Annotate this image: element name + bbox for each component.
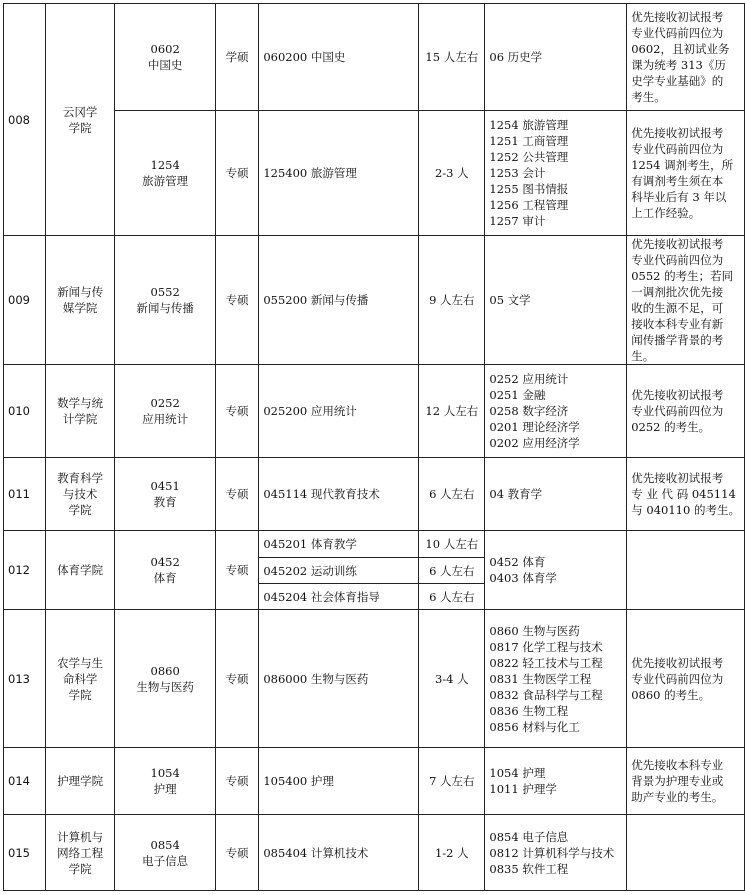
quota: 12 人左右 (419, 365, 485, 458)
table-row (4, 815, 745, 891)
major-code: 0552 (150, 285, 180, 299)
college-number: 013 (4, 610, 46, 748)
major-cell (115, 236, 215, 365)
table-row (4, 748, 745, 815)
college-number: 012 (4, 531, 46, 610)
quota: 15 人左右 (419, 4, 485, 111)
major-cell (115, 4, 215, 111)
remarks (627, 531, 745, 610)
major-code: 0451 (150, 479, 180, 493)
major-name: 应用统计 (142, 412, 189, 426)
college-name: 护理学院 (45, 748, 115, 815)
accepted-majors: 06 历史学 (485, 4, 627, 111)
research-direction: 045202 运动训练 (259, 558, 419, 584)
college-name: 教育科学 与技术 学院 (45, 458, 115, 531)
accepted-majors: 0452 体育 0403 体育学 (485, 531, 627, 610)
quota: 6 人左右 (419, 584, 485, 610)
degree-type: 专硕 (215, 111, 259, 236)
major-name: 旅游管理 (142, 174, 189, 188)
remarks: 优先接收初试报考 专 业 代 码 045114 与 040110 的考生。 (627, 458, 745, 531)
college-number: 008 (4, 4, 46, 236)
major-name: 电子信息 (142, 853, 189, 868)
remarks: 优先接收初试报考 专业代码前四位为 0860 的考生。 (627, 610, 745, 748)
major-name: 中国史 (147, 58, 183, 72)
table-row (4, 531, 745, 558)
adjustment-table (3, 3, 745, 891)
research-direction: 045204 社会体育指导 (259, 584, 419, 610)
college-name: 农学与生 命科学 学院 (45, 610, 115, 748)
quota: 7 人左右 (419, 748, 485, 815)
college-number: 011 (4, 458, 46, 531)
research-direction: 055200 新闻与传播 (259, 236, 419, 365)
quota: 9 人左右 (419, 236, 485, 365)
major-name: 生物与医药 (136, 679, 194, 694)
major-cell (115, 748, 215, 815)
degree-type: 学硕 (215, 4, 259, 111)
quota: 3-4 人 (419, 610, 485, 748)
major-code: 0860 (150, 663, 180, 678)
major-code: 0854 (150, 837, 180, 852)
major-cell (115, 365, 215, 458)
remarks: 优先接收初试报考 专业代码前四位为 0602，且初试业务 课为统考 313《历 史学专业基础》的 考生。 (627, 4, 745, 111)
major-code: 1254 (150, 158, 180, 172)
major-cell (115, 610, 215, 748)
table-row (4, 610, 745, 748)
accepted-majors: 1054 护理 1011 护理学 (485, 748, 627, 815)
college-name: 数学与统 计学院 (45, 365, 115, 458)
degree-type: 专硕 (215, 236, 259, 365)
accepted-majors: 05 文学 (485, 236, 627, 365)
major-name: 新闻与传播 (136, 301, 194, 315)
degree-type: 专硕 (215, 458, 259, 531)
major-code: 0252 (150, 396, 180, 410)
accepted-majors: 1254 旅游管理 1251 工商管理 1252 公共管理 1253 会计 1255 图书情报 1256 工程管理 1257 审计 (485, 111, 627, 236)
degree-type: 专硕 (215, 365, 259, 458)
major-code: 0602 (150, 42, 180, 56)
major-name: 体育 (153, 571, 177, 585)
quota: 10 人左右 (419, 531, 485, 558)
research-direction: 045201 体育教学 (259, 531, 419, 558)
accepted-majors: 0854 电子信息 0812 计算机科学与技术 0835 软件工程 (485, 815, 627, 891)
research-direction: 086000 生物与医药 (259, 610, 419, 748)
college-name: 云冈学 学院 (45, 4, 115, 236)
table-row (4, 365, 745, 458)
college-name: 计算机与 网络工程 学院 (45, 815, 115, 891)
table-row (4, 4, 745, 111)
college-number: 015 (4, 815, 46, 891)
college-name: 体育学院 (45, 531, 115, 610)
college-number: 010 (4, 365, 46, 458)
major-cell (115, 531, 215, 610)
quota: 6 人左右 (419, 558, 485, 584)
college-name: 新闻与传 媒学院 (45, 236, 115, 365)
degree-type: 专硕 (215, 748, 259, 815)
research-direction: 105400 护理 (259, 748, 419, 815)
quota: 6 人左右 (419, 458, 485, 531)
table-row (4, 458, 745, 531)
degree-type: 专硕 (215, 531, 259, 610)
college-number: 009 (4, 236, 46, 365)
major-code: 1054 (150, 766, 180, 780)
accepted-majors: 0860 生物与医药 0817 化学工程与技术 0822 轻工技术与工程 0831 生物医学工程 0832 食品科学与工程 0836 生物工程 0856 材料与化工 (485, 610, 627, 748)
accepted-majors: 0252 应用统计 0251 金融 0258 数字经济 0201 理论经济学 0202 应用经济学 (485, 365, 627, 458)
table-row (4, 111, 745, 236)
degree-type: 专硕 (215, 610, 259, 748)
remarks: 优先接收初试报考 专业代码前四位为 0252 的考生。 (627, 365, 745, 458)
research-direction: 085404 计算机技术 (259, 815, 419, 891)
accepted-majors: 04 教育学 (485, 458, 627, 531)
remarks: 优先接收初试报考 专业代码前四位为 1254 调剂考生，所 有调剂考生须在本 科毕业后有 3 年以 上工作经验。 (627, 111, 745, 236)
quota: 1-2 人 (419, 815, 485, 891)
major-name: 护理 (153, 782, 177, 796)
major-code: 0452 (150, 555, 180, 569)
college-number: 014 (4, 748, 46, 815)
research-direction: 060200 中国史 (259, 4, 419, 111)
remarks: 优先接收本科专业 背景为护理专业或 助产专业的考生。 (627, 748, 745, 815)
major-cell (115, 111, 215, 236)
major-cell (115, 458, 215, 531)
major-name: 教育 (153, 495, 177, 509)
research-direction: 045114 现代教育技术 (259, 458, 419, 531)
quota: 2-3 人 (419, 111, 485, 236)
remarks (627, 815, 745, 891)
remarks: 优先接收初试报考 专业代码前四位为 0552 的考生；若同 一调剂批次优先接 收的生源不足，可 接收本科专业有新 闻传播学背景的考 生。 (627, 236, 745, 365)
table-row (4, 236, 745, 365)
research-direction: 125400 旅游管理 (259, 111, 419, 236)
research-direction: 025200 应用统计 (259, 365, 419, 458)
degree-type: 专硕 (215, 815, 259, 891)
major-cell (115, 815, 215, 891)
